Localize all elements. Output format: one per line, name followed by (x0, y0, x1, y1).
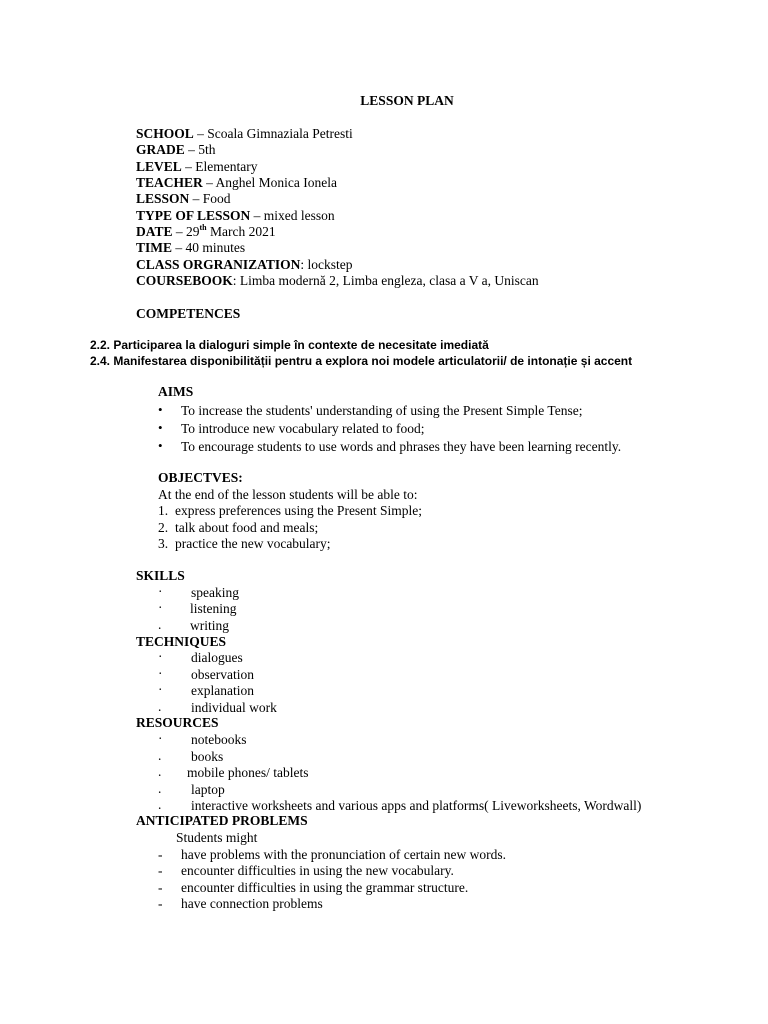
objective-number: 3. (158, 536, 169, 551)
info-separator: – (250, 208, 264, 223)
info-separator: – (184, 142, 199, 157)
problem-item: encounter difficulties in using the grammar structure. (181, 880, 469, 895)
info-label: CLASS ORGRANIZATION (136, 257, 301, 272)
objective-number: 1. (158, 503, 169, 518)
list-marker: - (158, 847, 163, 862)
list-marker: . (158, 764, 162, 779)
info-label: LESSON (136, 191, 190, 206)
bullet-icon: • (158, 420, 163, 435)
list-marker: · (158, 584, 163, 599)
objectives-heading: OBJECTVES: (158, 470, 243, 485)
info-value: Limba modernă 2, Limba engleza, clasa a V a, Uniscan (239, 273, 539, 288)
info-time (136, 240, 245, 256)
info-separator: : (232, 273, 240, 288)
list-marker: · (158, 649, 163, 664)
technique-item: explanation (191, 683, 254, 698)
problems-heading: ANTICIPATED PROBLEMS (136, 813, 308, 828)
info-label: COURSEBOOK (136, 273, 233, 288)
list-marker: · (158, 682, 163, 697)
technique-item: dialogues (191, 650, 243, 665)
page-title: LESSON PLAN (360, 93, 454, 108)
info-value: 40 minutes (185, 240, 246, 255)
bullet-icon: • (158, 402, 163, 417)
list-marker: . (158, 699, 162, 714)
bullet-icon: • (158, 438, 163, 453)
info-lesson (136, 191, 231, 207)
resource-item: books (191, 749, 224, 764)
info-grade (136, 142, 216, 158)
technique-item: observation (191, 667, 254, 682)
list-marker: · (158, 731, 163, 746)
competence-item: 2.2. Participarea la dialoguri simple în contexte de necesitate imediată (90, 338, 489, 352)
problems-intro: Students might (176, 830, 258, 845)
competence-item: 2.4. Manifestarea disponibilității pentru a explora noi modele articulatorii/ de intonație și accent (90, 354, 633, 368)
objective-item: practice the new vocabulary; (175, 536, 331, 551)
resource-item: notebooks (191, 732, 247, 747)
list-marker: . (158, 617, 162, 632)
info-value: Food (202, 191, 231, 206)
resource-item: laptop (191, 782, 225, 797)
info-value: March 2021 (206, 224, 276, 239)
list-marker: . (158, 797, 162, 812)
skills-heading: SKILLS (136, 568, 185, 583)
info-value: Anghel Monica Ionela (215, 175, 337, 190)
info-separator: – (193, 126, 208, 141)
info-separator: – (189, 191, 203, 206)
competences-heading: COMPETENCES (136, 306, 241, 321)
skill-item: writing (190, 618, 229, 633)
list-marker: . (158, 781, 162, 796)
info-value: Elementary (195, 159, 258, 174)
resources-heading: RESOURCES (136, 715, 219, 730)
info-label: DATE (136, 224, 173, 239)
list-marker: - (158, 863, 163, 878)
info-separator: – (181, 159, 196, 174)
info-value-ordinal: th (199, 223, 207, 232)
info-coursebook (136, 273, 539, 289)
problem-item: have problems with the pronunciation of certain new words. (181, 847, 507, 862)
info-value: lockstep (307, 257, 353, 272)
info-separator: : (300, 257, 308, 272)
info-label: TYPE OF LESSON (136, 208, 251, 223)
info-separator: – (202, 175, 216, 190)
info-value-day: 29 (186, 224, 200, 239)
info-value: Scoala Gimnaziala Petresti (207, 126, 353, 141)
objective-item: talk about food and meals; (175, 520, 319, 535)
info-separator: – (172, 224, 187, 239)
info-class-organization (136, 257, 353, 273)
objective-item: express preferences using the Present Simple; (175, 503, 423, 518)
info-value: 5th (198, 142, 216, 157)
resource-item: interactive worksheets and various apps and platforms( Liveworksheets, Wordwall) (191, 798, 642, 813)
list-marker: - (158, 880, 163, 895)
aims-heading: AIMS (158, 384, 194, 399)
techniques-heading: TECHNIQUES (136, 634, 227, 649)
info-type-of-lesson (136, 208, 335, 224)
resource-item: mobile phones/ tablets (187, 765, 309, 780)
objectives-intro: At the end of the lesson students will be able to: (158, 487, 418, 502)
objective-number: 2. (158, 520, 169, 535)
info-teacher (136, 175, 337, 191)
list-marker: · (158, 666, 163, 681)
info-value: mixed lesson (263, 208, 335, 223)
problem-item: have connection problems (181, 896, 323, 911)
info-label: GRADE (136, 142, 185, 157)
list-marker: . (158, 748, 162, 763)
info-label: SCHOOL (136, 126, 194, 141)
technique-item: individual work (191, 700, 277, 715)
aim-item: To increase the students' understanding of using the Present Simple Tense; (181, 403, 583, 418)
info-separator: – (172, 240, 186, 255)
info-school (136, 126, 353, 142)
info-label: TIME (136, 240, 173, 255)
skill-item: speaking (191, 585, 239, 600)
info-level (136, 159, 258, 175)
aim-item: To encourage students to use words and phrases they have been learning recently. (181, 439, 622, 454)
info-label: TEACHER (136, 175, 203, 190)
info-date (136, 224, 276, 240)
aim-item: To introduce new vocabulary related to food; (181, 421, 425, 436)
list-marker: - (158, 896, 163, 911)
info-label: LEVEL (136, 159, 182, 174)
list-marker: · (158, 600, 163, 615)
problem-item: encounter difficulties in using the new vocabulary. (181, 863, 454, 878)
skill-item: listening (190, 601, 237, 616)
